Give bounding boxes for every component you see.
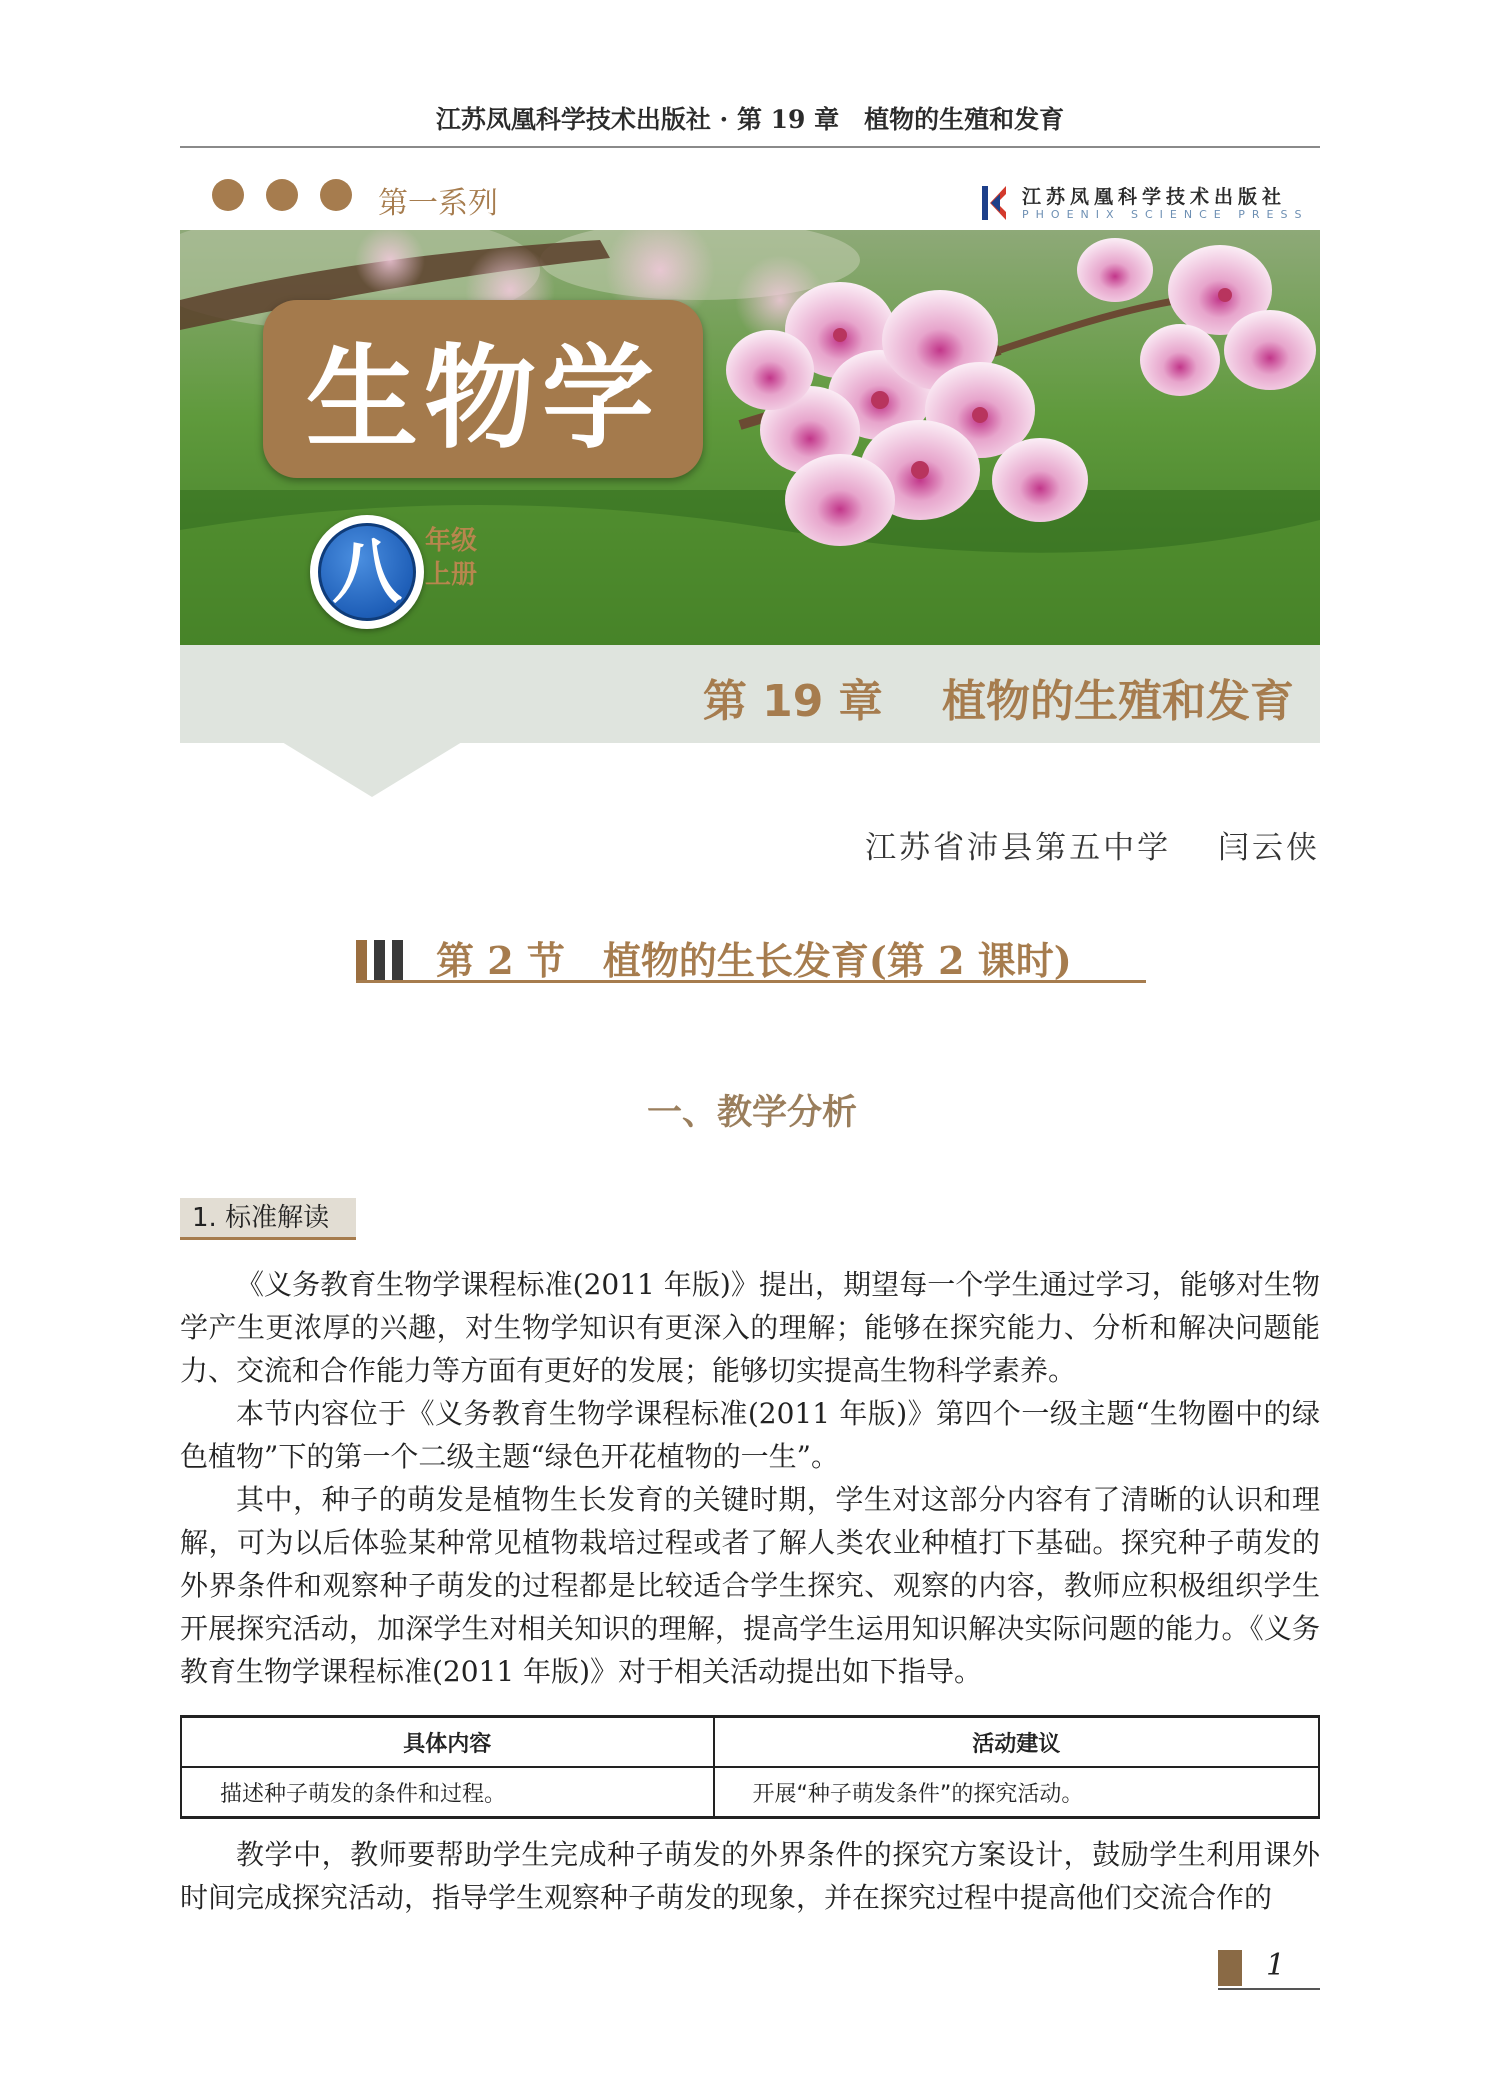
table-cell: 开展“种子萌发条件”的探究活动。 <box>714 1767 1319 1818</box>
grade-badge-icon <box>310 515 424 629</box>
sub-heading: 1. 标准解读 <box>180 1198 356 1240</box>
page-rule <box>1218 1988 1320 1990</box>
grade-char: 八 <box>332 531 402 613</box>
author-line: 江苏省沛县第五中学 闫云侠 <box>865 830 1320 866</box>
page-number: 1 <box>1266 1948 1286 1983</box>
publisher-name-cn: 江苏凤凰科学技术出版社 <box>1022 186 1287 208</box>
grade-line-2: 上册 <box>425 560 478 590</box>
paragraph: 《义务教育生物学课程标准(2011 年版)》提出，期望每一个学生通过学习，能够对生物学产生更浓厚的兴趣，对生物学知识有更深入的理解；能够在探究能力、分析和解决问题能力、交流和合作能力等方面有更好的发展；能够切实提高生物科学素养。 <box>180 1268 1320 1387</box>
header-rule <box>180 146 1320 148</box>
chapter-pointer <box>282 742 462 797</box>
standard-table <box>180 1715 1320 1819</box>
section-bars <box>356 940 410 980</box>
series-dot <box>320 179 352 211</box>
section-heading <box>356 930 1146 986</box>
table-header: 具体内容 <box>181 1717 714 1768</box>
paragraph: 本节内容位于《义务教育生物学课程标准(2011 年版)》第四个一级主题“生物圈中的绿色植物”下的第一个二级主题“绿色开花植物的一生”。 <box>180 1397 1320 1473</box>
chapter-band <box>180 645 1320 743</box>
running-header: 江苏凤凰科学技术出版社 · 第 19 章 植物的生殖和发育 <box>435 105 1065 134</box>
chapter-title: 第 19 章 植物的生殖和发育 <box>702 676 1294 727</box>
publisher-logo-icon <box>980 180 1010 226</box>
series-dot <box>212 179 244 211</box>
grade-text <box>425 524 477 592</box>
section-bar <box>392 940 403 980</box>
series-dots <box>212 178 374 212</box>
section-title: 第 2 节 植物的生长发育(第 2 课时) <box>436 938 1072 983</box>
section-underline <box>356 980 1146 983</box>
section-bar <box>356 940 367 980</box>
table-header: 活动建议 <box>714 1717 1319 1768</box>
section-bar <box>374 940 385 980</box>
part-heading: 一、教学分析 <box>646 1093 857 1133</box>
grade-line-1: 年级 <box>425 526 478 556</box>
cover-title: 生物学 <box>306 333 660 464</box>
publisher-name-en: PHOENIX SCIENCE PRESS <box>1022 208 1309 221</box>
table-cell: 描述种子萌发的条件和过程。 <box>181 1767 714 1818</box>
series-label: 第一系列 <box>378 186 498 221</box>
paragraph-block <box>180 1392 1320 1478</box>
paragraph-block <box>180 1263 1320 1392</box>
table-row <box>181 1767 1319 1818</box>
cover-title-plate <box>263 300 703 478</box>
publisher-logo <box>980 180 1320 226</box>
table-header-row <box>181 1717 1319 1768</box>
grade-badge-inner <box>318 523 416 621</box>
paragraph: 教学中，教师要帮助学生完成种子萌发的外界条件的探究方案设计，鼓励学生利用课外时间完成探究活动，指导学生观察种子萌发的现象，并在探究过程中提高他们交流合作的 <box>180 1838 1320 1914</box>
page-number-marker <box>1218 1950 1242 1986</box>
paragraph-block <box>180 1478 1320 1693</box>
paragraph-block <box>180 1833 1320 1919</box>
series-dot <box>266 179 298 211</box>
paragraph: 其中，种子的萌发是植物生长发育的关键时期，学生对这部分内容有了清晰的认识和理解，可为以后体验某种常见植物栽培过程或者了解人类农业种植打下基础。探究种子萌发的外界条件和观察种子萌发的过程都是比较适合学生探究、观察的内容，教师应积极组织学生开展探究活动，加深学生对相关知识的理解，提高学生运用知识解决实际问题的能力。《义务教育生物学课程标准(2011 年版)》对于相关活动提出如下指导。 <box>180 1483 1320 1688</box>
